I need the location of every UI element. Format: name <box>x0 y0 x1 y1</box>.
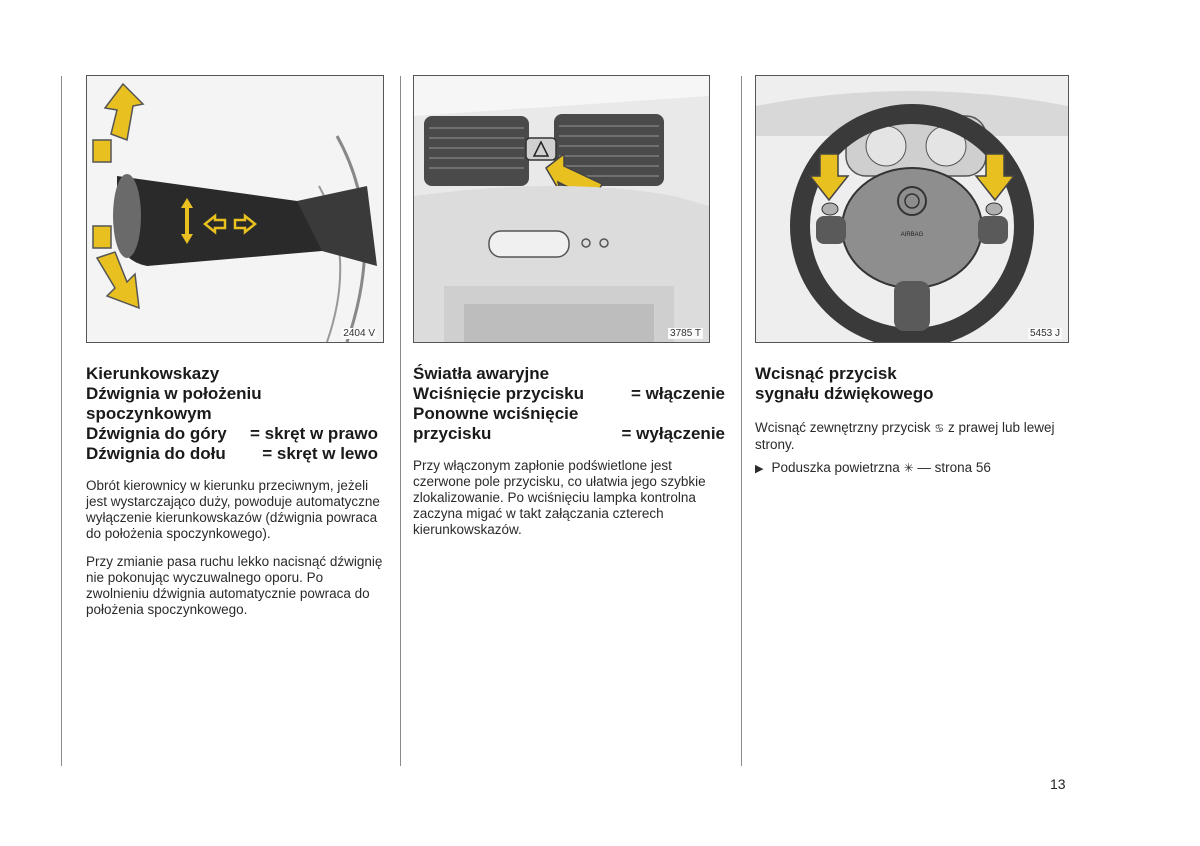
horn-heading <box>755 364 1071 404</box>
section-turn-signals <box>86 75 386 618</box>
heading-row-down: Dźwignia do dołu = skręt w lewo <box>86 444 378 463</box>
paragraph-horn: Wcisnąć zewnętrzny przycisk ♋ z prawej lub lewej strony. <box>755 420 1055 452</box>
heading-row-press-again: Ponowne wciśnięcie <box>413 404 579 423</box>
airbag-symbol-icon: ✳ <box>903 461 914 475</box>
heading-line-1: Wcisnąć przycisk <box>755 364 897 383</box>
heading-row-button: przycisku = wyłączenie <box>413 424 725 443</box>
bullet-triangle-icon: ▶ <box>755 463 764 475</box>
heading-line-3: spoczynkowym <box>86 404 212 423</box>
figure-code: 3785 T <box>670 328 701 339</box>
turn-signal-heading <box>86 364 386 464</box>
section-horn <box>755 75 1071 477</box>
horn-icon: ♋ <box>934 423 945 435</box>
figure-turn-signal-lever <box>86 75 384 343</box>
heading-row-press: Wciśnięcie przycisku = włączenie <box>413 384 725 403</box>
hazard-button-illustration <box>414 76 709 342</box>
heading-line-1: Kierunkowskazy <box>86 364 220 383</box>
airbag-reference-bullet[interactable]: ▶ Poduszka powietrzna ✳ — strona 56 <box>755 460 991 475</box>
figure-code: 5453 J <box>1029 328 1060 339</box>
steering-wheel-illustration <box>756 76 1068 342</box>
column-divider-1 <box>400 76 401 766</box>
figure-hazard-button <box>413 75 710 343</box>
hazard-heading <box>413 364 729 444</box>
paragraph-hazard-info: Przy włączonym zapłonie podświetlone jest czerwone pole przycisku, co ułatwia jego szybkie zlokalizowanie. Po wciśnięciu lampka kontrolna zaczyna migać w takt załączania czterech kierunkowskazów. <box>413 458 706 537</box>
figure-steering-wheel <box>755 75 1069 343</box>
column-divider-2 <box>741 76 742 766</box>
heading-line-2: Dźwignia w położeniu <box>86 384 262 403</box>
heading-line-2: sygnału dźwiękowego <box>755 384 934 403</box>
section-hazard-lights <box>413 75 729 538</box>
paragraph-auto-cancel: Obrót kierownicy w kierunku przeciwnym, jeżeli jest wystarczająco duży, powoduje automatyczne wyłączenie kierunkowskazów (dźwignia powraca do położenia spoczynkowego). <box>86 478 380 541</box>
column-divider-left <box>61 76 62 766</box>
heading-row-up: Dźwignia do góry = skręt w prawo <box>86 424 378 443</box>
turn-signal-lever-illustration <box>87 76 383 342</box>
page-number: 13 <box>1050 776 1066 792</box>
heading-title: Światła awaryjne <box>413 364 550 383</box>
paragraph-lane-change: Przy zmianie pasa ruchu lekko nacisnąć dźwignię nie pokonując wyczuwalnego oporu. Po zwolnieniu dźwignia automatycznie powraca do położenia spoczynkowego. <box>86 554 383 617</box>
airbag-label: AIRBAG <box>900 232 924 238</box>
figure-code: 2404 V <box>343 328 375 339</box>
